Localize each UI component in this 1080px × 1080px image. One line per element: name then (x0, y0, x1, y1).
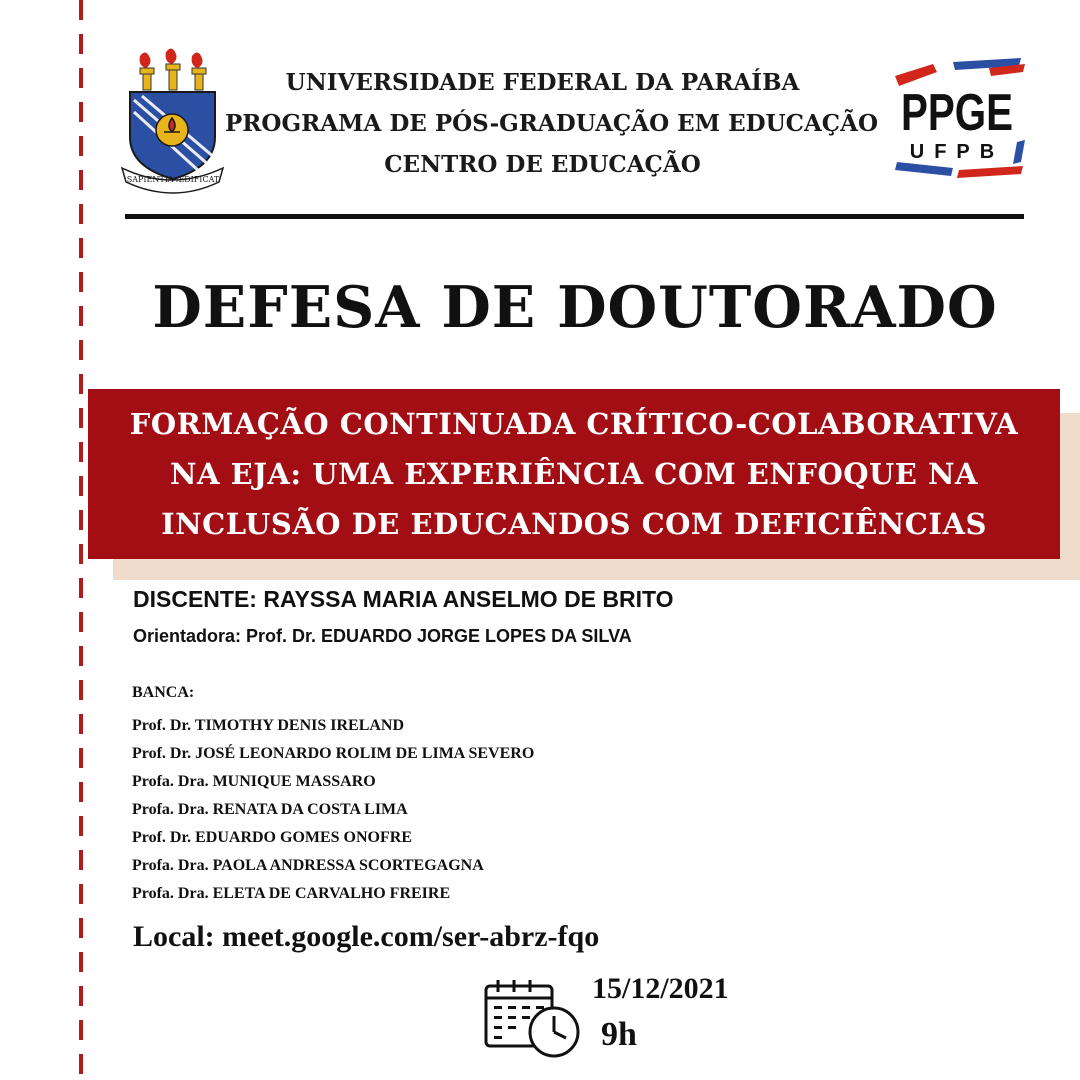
university-name: UNIVERSIDADE FEDERAL DA PARAÍBA (285, 69, 800, 96)
meeting-location-link[interactable]: Local: meet.google.com/ser-abrz-fqo (133, 920, 600, 953)
ppge-logo-icon (893, 58, 1028, 178)
program-name: PROGRAMA DE PÓS-GRADUAÇÃO EM EDUCAÇÃO (225, 110, 878, 137)
banca-member: Profa. Dra. ELETA DE CARVALHO FREIRE (132, 885, 451, 902)
svg-text:PPGE: PPGE (901, 84, 1013, 142)
center-name: CENTRO DE EDUCAÇÃO (384, 151, 701, 178)
svg-text:UFPB: UFPB (909, 141, 1005, 163)
thesis-title-line-1: FORMAÇÃO CONTINUADA CRÍTICO-COLABORATIVA (129, 407, 1019, 441)
banca-member: Prof. Dr. TIMOTHY DENIS IRELAND (132, 717, 405, 734)
banca-member: Profa. Dra. PAOLA ANDRESSA SCORTEGAGNA (132, 857, 484, 874)
banca-list (132, 712, 534, 908)
dashed-border-line (79, 0, 83, 1080)
banca-member: Profa. Dra. MUNIQUE MASSARO (132, 773, 376, 790)
thesis-title-line-2: NA EJA: UMA EXPERIÊNCIA COM ENFOQUE NA (169, 457, 979, 491)
banca-member: Prof. Dr. EDUARDO GOMES ONOFRE (132, 829, 412, 846)
calendar-clock-icon (484, 978, 584, 1060)
ufpb-crest-icon (120, 48, 225, 196)
header-divider (125, 214, 1024, 219)
discente-name: DISCENTE: RAYSSA MARIA ANSELMO DE BRITO (133, 586, 674, 612)
banca-label: BANCA: (132, 684, 195, 701)
defense-date: 15/12/2021 (592, 972, 729, 1005)
banca-member: Profa. Dra. RENATA DA COSTA LIMA (132, 801, 408, 818)
defense-time: 9h (601, 1016, 637, 1053)
banca-member: Prof. Dr. JOSÉ LEONARDO ROLIM DE LIMA SEVERO (132, 745, 535, 762)
page-title: DEFESA DE DOUTORADO (152, 274, 998, 341)
svg-text:SAPIENTIA ÆDIFICAT: SAPIENTIA ÆDIFICAT (126, 175, 220, 184)
institution-header (225, 62, 878, 185)
thesis-title-box (88, 389, 1060, 559)
orientadora-name: Orientadora: Prof. Dr. EDUARDO JORGE LOPES DA SILVA (133, 626, 632, 646)
thesis-title-line-3: INCLUSÃO DE EDUCANDOS COM DEFICIÊNCIAS (161, 507, 987, 541)
